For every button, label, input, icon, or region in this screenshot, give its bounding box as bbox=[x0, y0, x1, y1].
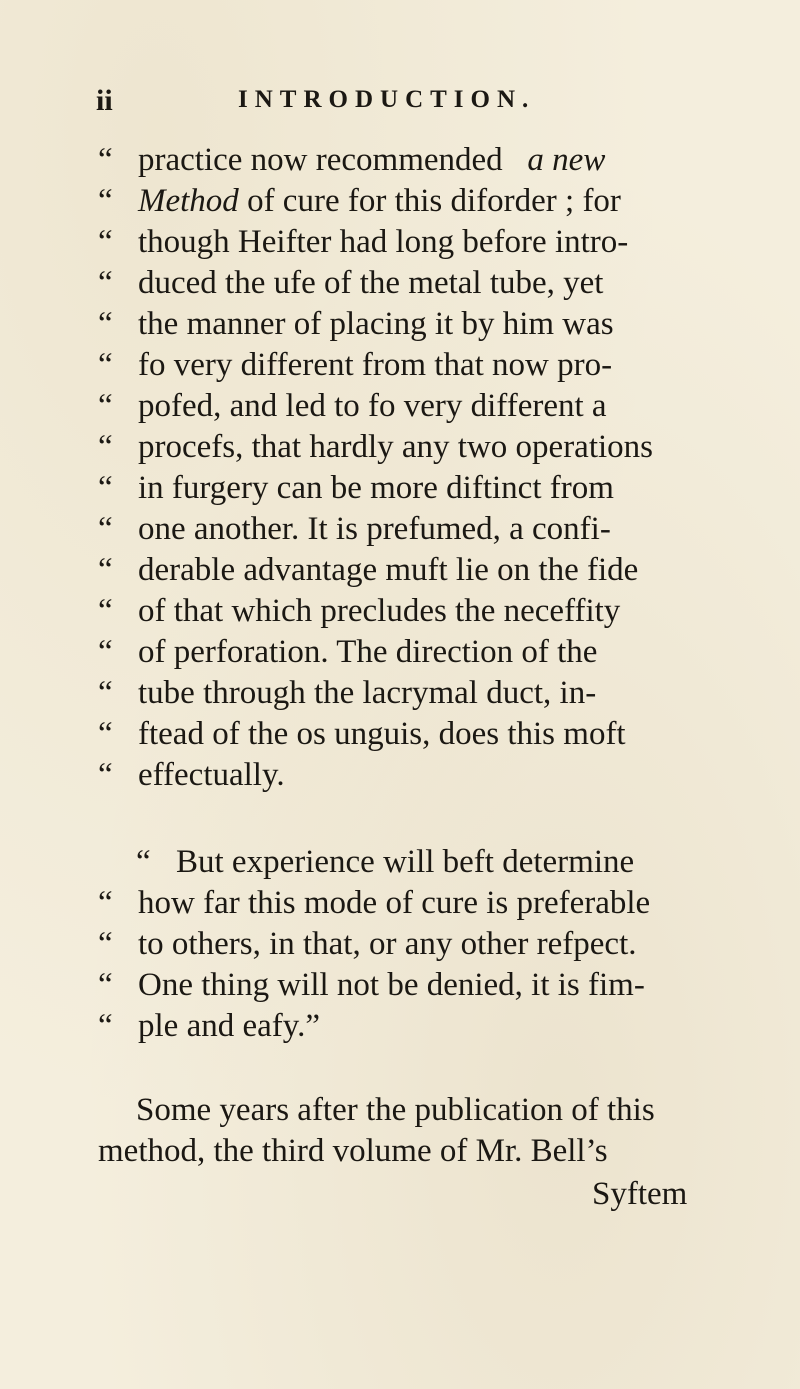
text-line: “ one another. It is prefumed, a confi- bbox=[98, 511, 611, 547]
text-line: “ But experience will beft determine bbox=[136, 844, 635, 880]
text-line: “ One thing will not be denied, it is fim- bbox=[98, 967, 645, 1003]
text-line: “ the manner of placing it by him was bbox=[98, 306, 614, 342]
text-line: “ duced the ufe of the metal tube, yet bbox=[98, 265, 604, 301]
page-header bbox=[96, 84, 736, 124]
text-line: “ effectually. bbox=[98, 757, 285, 793]
text-line: “ of perforation. The direction of the bbox=[98, 634, 598, 670]
text-line: “ derable advantage muft lie on the fide bbox=[98, 552, 639, 588]
text-line: “ fo very different from that now pro- bbox=[98, 347, 613, 383]
text-line: “ Method of cure for this diforder ; for bbox=[98, 183, 621, 219]
text-line: “ to others, in that, or any other refpect. bbox=[98, 926, 637, 962]
text-line: “ procefs, that hardly any two operations bbox=[98, 429, 654, 465]
text-line: Some years after the publication of this bbox=[136, 1092, 655, 1128]
text-line: “ pofed, and led to fo very different a bbox=[98, 388, 607, 424]
catchword: Syftem bbox=[592, 1176, 688, 1212]
text-line: “ practice now recommended a new bbox=[98, 142, 606, 178]
text-line: “ though Heifter had long before intro- bbox=[98, 224, 629, 260]
text-line: “ how far this mode of cure is preferable bbox=[98, 885, 651, 921]
text-line: “ of that which precludes the neceffity bbox=[98, 593, 621, 629]
text-line: “ in furgery can be more diftinct from bbox=[98, 470, 614, 506]
running-head: INTRODUCTION. bbox=[238, 86, 536, 113]
text-line: “ ple and eafy.” bbox=[98, 1008, 320, 1044]
text-line: “ ftead of the os unguis, does this moft bbox=[98, 716, 626, 752]
text-line: “ tube through the lacrymal duct, in- bbox=[98, 675, 597, 711]
text-line: method, the third volume of Mr. Bell’s bbox=[98, 1133, 608, 1169]
page-number: ii bbox=[96, 84, 113, 117]
